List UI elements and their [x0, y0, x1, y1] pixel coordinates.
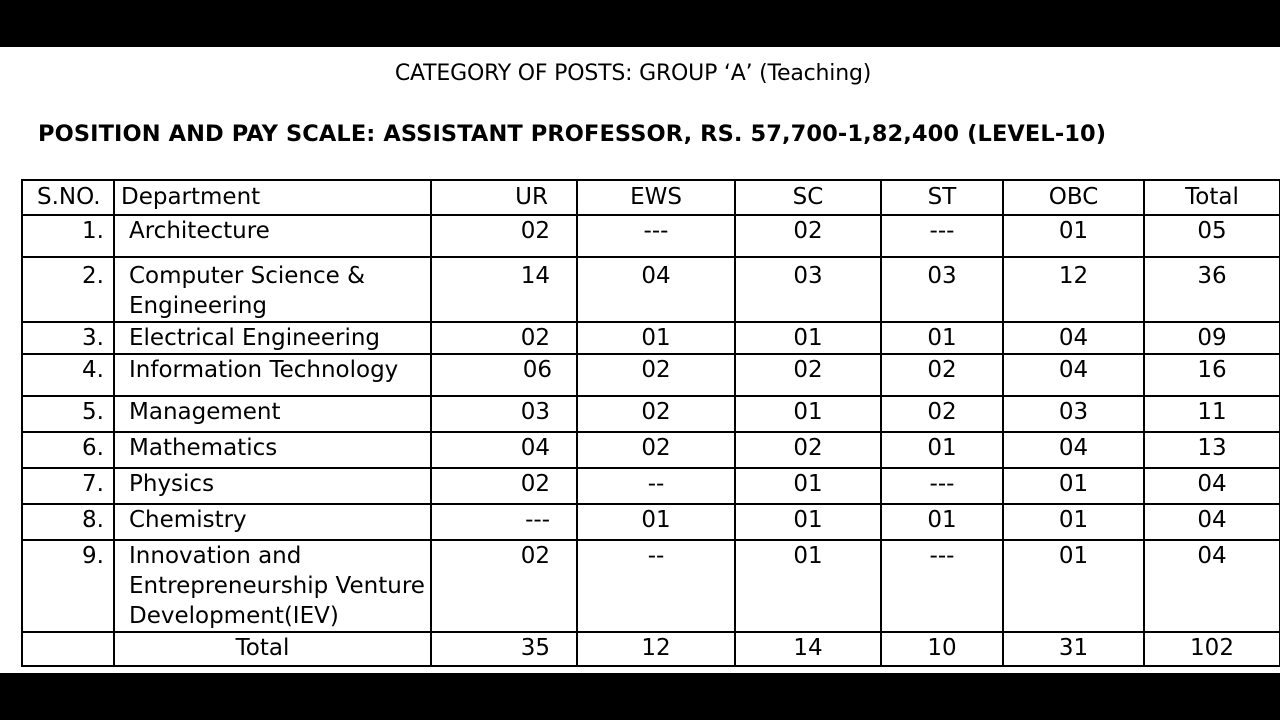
row-ur: --- [431, 504, 577, 540]
row-ews: 02 [577, 432, 735, 468]
row-obc: 01 [1003, 215, 1144, 257]
vacancy-table [21, 179, 1280, 667]
row-obc: 12 [1003, 257, 1144, 322]
table-row [22, 468, 1280, 504]
row-ews: 04 [577, 257, 735, 322]
row-st: 01 [881, 504, 1003, 540]
header-ews: EWS [577, 180, 735, 215]
row-department: Mathematics [114, 432, 431, 468]
row-sno: 9. [22, 540, 114, 632]
totals-blank-cell [22, 632, 114, 666]
row-total: 09 [1144, 322, 1280, 354]
totals-sc: 14 [735, 632, 881, 666]
row-total: 04 [1144, 504, 1280, 540]
row-sno: 7. [22, 468, 114, 504]
row-ews: 02 [577, 396, 735, 432]
header-sc: SC [735, 180, 881, 215]
row-obc: 01 [1003, 468, 1144, 504]
header-sno: S.NO. [22, 180, 114, 215]
row-st: --- [881, 215, 1003, 257]
header-obc: OBC [1003, 180, 1144, 215]
row-st: --- [881, 468, 1003, 504]
row-st: 01 [881, 322, 1003, 354]
row-total: 05 [1144, 215, 1280, 257]
row-department: Management [114, 396, 431, 432]
row-total: 13 [1144, 432, 1280, 468]
row-department: Physics [114, 468, 431, 504]
row-sno: 3. [22, 322, 114, 354]
row-department: Electrical Engineering [114, 322, 431, 354]
row-st: 02 [881, 396, 1003, 432]
totals-total: 102 [1144, 632, 1280, 666]
row-department: Chemistry [114, 504, 431, 540]
table-row [22, 322, 1280, 354]
row-sc: 01 [735, 540, 881, 632]
row-ews: 02 [577, 354, 735, 396]
page-subtitle: POSITION AND PAY SCALE: ASSISTANT PROFESSOR, RS. 57,700-1,82,400 (LEVEL-10) [38, 121, 1107, 147]
row-total: 04 [1144, 468, 1280, 504]
row-ews: 01 [577, 322, 735, 354]
row-ur: 02 [431, 322, 577, 354]
table-row [22, 257, 1280, 322]
row-ews: -- [577, 540, 735, 632]
row-department: Information Technology [114, 354, 431, 396]
row-st: --- [881, 540, 1003, 632]
row-sno: 5. [22, 396, 114, 432]
header-st: ST [881, 180, 1003, 215]
row-total: 04 [1144, 540, 1280, 632]
row-ur: 02 [431, 468, 577, 504]
row-st: 03 [881, 257, 1003, 322]
row-st: 01 [881, 432, 1003, 468]
row-total: 16 [1144, 354, 1280, 396]
totals-obc: 31 [1003, 632, 1144, 666]
table-row [22, 396, 1280, 432]
document-page [0, 47, 1280, 673]
row-sc: 01 [735, 504, 881, 540]
row-sc: 02 [735, 432, 881, 468]
row-sno: 8. [22, 504, 114, 540]
totals-ur: 35 [431, 632, 577, 666]
row-ur: 02 [431, 540, 577, 632]
row-sc: 01 [735, 322, 881, 354]
row-ur: 06 [431, 354, 577, 396]
table-row [22, 540, 1280, 632]
row-ews: 01 [577, 504, 735, 540]
table-totals-row [22, 632, 1280, 666]
row-obc: 01 [1003, 540, 1144, 632]
row-sno: 4. [22, 354, 114, 396]
row-ews: -- [577, 468, 735, 504]
table-row [22, 354, 1280, 396]
row-total: 11 [1144, 396, 1280, 432]
row-obc: 04 [1003, 432, 1144, 468]
row-obc: 03 [1003, 396, 1144, 432]
row-obc: 04 [1003, 322, 1144, 354]
totals-st: 10 [881, 632, 1003, 666]
row-sno: 6. [22, 432, 114, 468]
row-department: Computer Science & Engineering [114, 257, 431, 322]
row-sno: 1. [22, 215, 114, 257]
row-department: Architecture [114, 215, 431, 257]
row-sno: 2. [22, 257, 114, 322]
table-row [22, 215, 1280, 257]
table-row [22, 504, 1280, 540]
row-ur: 04 [431, 432, 577, 468]
header-total: Total [1144, 180, 1280, 215]
header-ur: UR [431, 180, 577, 215]
totals-ews: 12 [577, 632, 735, 666]
row-department: Innovation and Entrepreneurship Venture Development(IEV) [114, 540, 431, 632]
row-sc: 01 [735, 396, 881, 432]
row-st: 02 [881, 354, 1003, 396]
totals-label: Total [114, 632, 431, 666]
row-obc: 01 [1003, 504, 1144, 540]
row-sc: 01 [735, 468, 881, 504]
row-ur: 14 [431, 257, 577, 322]
row-ur: 03 [431, 396, 577, 432]
row-sc: 02 [735, 215, 881, 257]
row-obc: 04 [1003, 354, 1144, 396]
row-ews: --- [577, 215, 735, 257]
row-sc: 03 [735, 257, 881, 322]
row-total: 36 [1144, 257, 1280, 322]
header-department: Department [114, 180, 431, 215]
row-sc: 02 [735, 354, 881, 396]
table-row [22, 432, 1280, 468]
table-header-row [22, 180, 1280, 215]
page-title: CATEGORY OF POSTS: GROUP ‘A’ (Teaching) [394, 61, 872, 86]
row-ur: 02 [431, 215, 577, 257]
